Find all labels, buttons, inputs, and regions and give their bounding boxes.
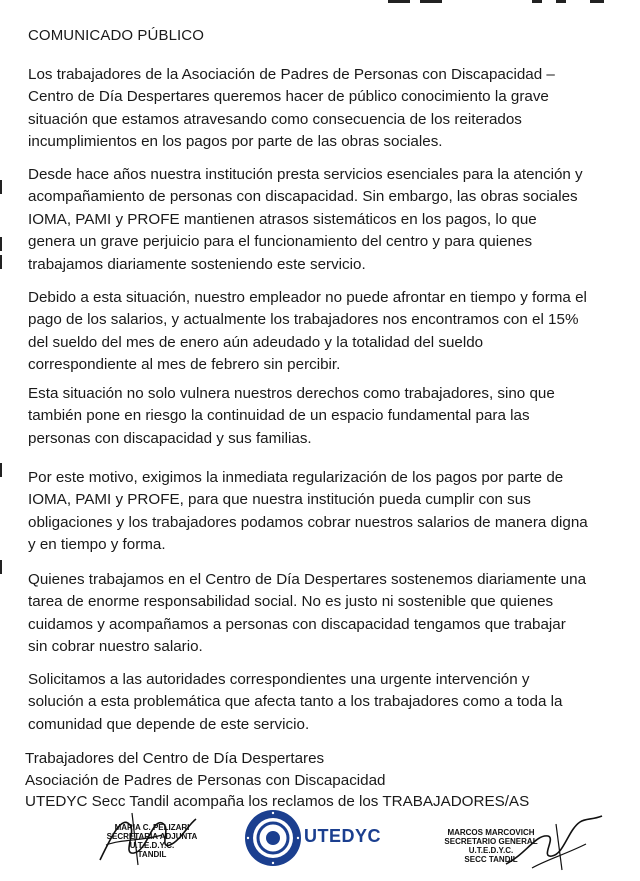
utedyc-seal-icon: [243, 808, 303, 868]
scan-edge-mark: [0, 237, 2, 251]
paragraph: Debido a esta situación, nuestro empleador no puede afrontar en tiempo y forma el pago de los salarios, y actualmente los trabajadores nos encontramos con el 15% del sueldo del mes de enero aún adeudado y la totalidad del sueldo correspondiente al mes de febrero sin percibir.: [28, 289, 587, 374]
signature-line: UTEDYC Secc Tandil acompaña los reclamos de los TRABAJADORES/AS: [25, 793, 530, 810]
utedyc-logo-text: UTEDYC: [304, 826, 382, 846]
scan-edge-mark: [0, 255, 2, 269]
document-title: COMUNICADO PÚBLICO: [28, 27, 204, 44]
signature-line: Asociación de Padres de Personas con Discapacidad: [25, 771, 386, 789]
scan-edge-mark: [0, 560, 2, 574]
scan-edge-mark: [0, 180, 2, 194]
paragraph: Esta situación no solo vulnera nuestros derechos como trabajadores, sino que también pone en riesgo la continuidad de un espacio fundamental para las personas con discapacidad y sus familias.: [28, 385, 555, 447]
paragraph: Por este motivo, exigimos la inmediata regularización de los pagos por parte de IOMA, PAMI y PROFE, para que nuestra institución pueda cumplir con sus obligaciones y los trabajadores podamos cobrar nuestros salarios de manera digna y en tiempo y forma.: [28, 469, 588, 554]
scan-top-dash: [556, 0, 566, 3]
right-signature-stamp: [436, 814, 606, 874]
signature-line: Trabajadores del Centro de Día Despertares: [25, 750, 325, 767]
stamp-org: U.T.E.D.Y.C.: [468, 846, 514, 855]
stamp-role: SECRETARIA ADJUNTA: [106, 832, 198, 841]
left-signature-stamp: [92, 805, 202, 870]
scan-top-dash: [388, 0, 410, 3]
stamp-section: SECC TANDIL: [464, 855, 518, 864]
scan-top-dash: [590, 0, 604, 3]
scan-top-dash: [532, 0, 542, 3]
signature-block: [25, 748, 529, 813]
scan-top-dash: [420, 0, 442, 3]
stamp-section: TANDIL: [137, 850, 167, 859]
stamp-org: U.T.E.D.Y.C.: [129, 841, 175, 850]
stamp-name: MARCOS MARCOVICH: [447, 828, 535, 837]
paragraph: Los trabajadores de la Asociación de Padres de Personas con Discapacidad – Centro de Día Despertares queremos hacer de público conocimiento la grave situación que estamos atravesando como consecuencia de los reiterados incumplimientos en los pagos por parte de las obras sociales.: [28, 66, 555, 151]
scan-edge-mark: [0, 463, 2, 477]
paragraph: Quienes trabajamos en el Centro de Día Despertares sostenemos diariamente una tarea de enorme responsabilidad social. No es justo ni sostenible que quienes cuidamos y acompañamos a personas con discapacidad tengamos que trabajar sin cobrar nuestro salario.: [28, 571, 587, 656]
stamp-name: MARIA C. PELIZARI: [114, 823, 190, 832]
paragraph: Desde hace años nuestra institución presta servicios esenciales para la atención y acompañamiento de personas con discapacidad. Sin embargo, las obras sociales IOMA, PAMI y PROFE mantienen atrasos sistemáticos en los pagos, lo que genera un grave perjuicio para el funcionamiento del centro y para quienes trabajamos diariamente sosteniendo este servicio.: [28, 166, 583, 273]
paragraph: Solicitamos a las autoridades correspondientes una urgente intervención y solución a esta problemática que afecta tanto a los trabajadores como a toda la comunidad que depende de este servicio.: [28, 671, 563, 733]
stamp-role: SECRETARIO GENERAL: [444, 837, 538, 846]
